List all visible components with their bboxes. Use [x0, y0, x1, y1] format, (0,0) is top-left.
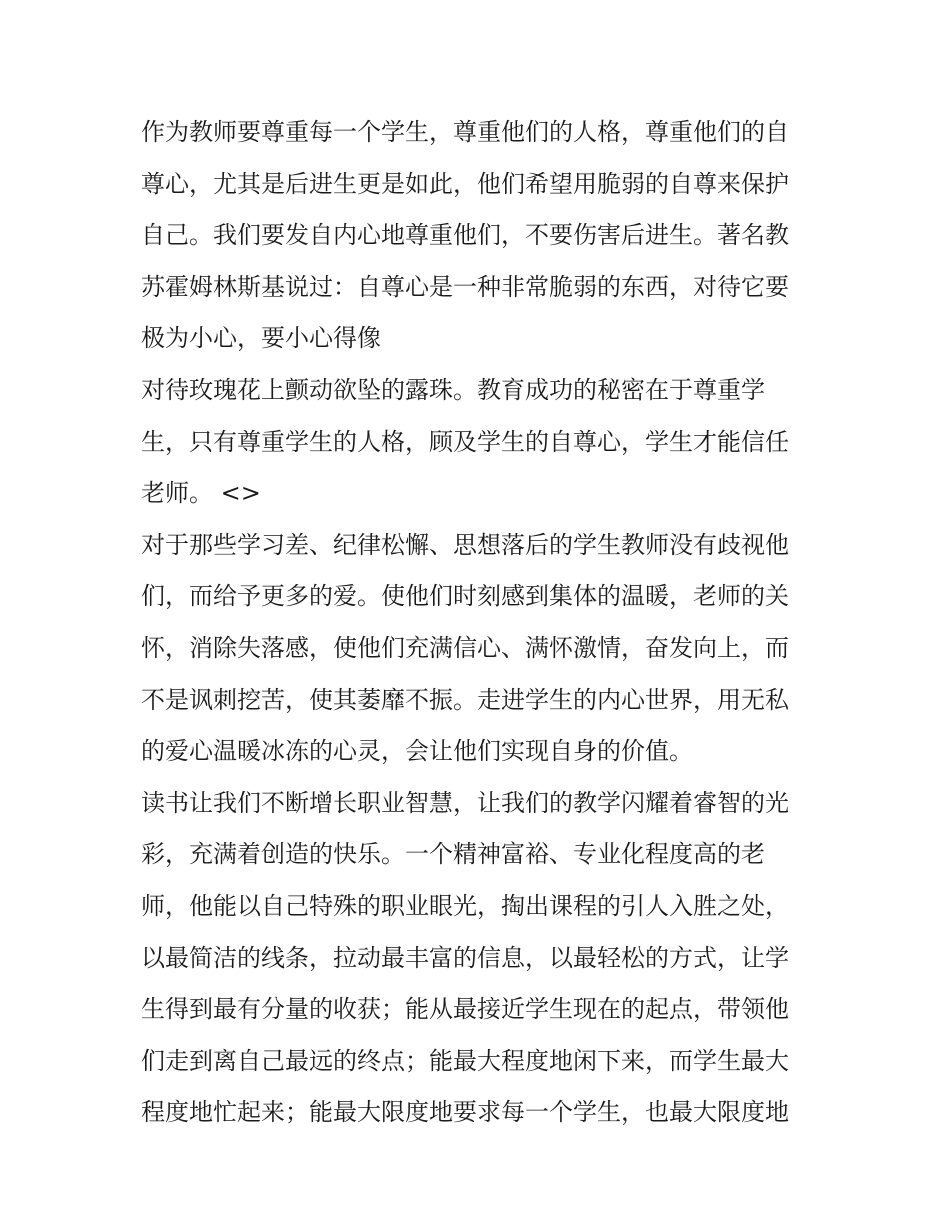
text-line: 师，他能以自己特殊的职业眼光，掏出课程的引人入胜之处， [141, 891, 789, 920]
text-line: 对于那些学习差、纪律松懈、思想落后的学生教师没有歧视他 [141, 530, 789, 559]
paragraph-reading [141, 778, 813, 1139]
paragraph-respect [141, 107, 813, 365]
paragraph-care [141, 520, 813, 778]
text-line: 的爱心温暖冰冻的心灵，会让他们实现自身的价值。 [141, 737, 693, 766]
text-line: 苏霍姆林斯基说过：自尊心是一种非常脆弱的东西，对待它要 [141, 272, 789, 301]
text-line: 极为小心，要小心得像 [141, 324, 381, 353]
text-line: 老师。 <> [141, 479, 261, 508]
paragraph-dewdrop [141, 365, 813, 520]
text-line: 自己。我们要发自内心地尊重他们，不要伤害后进生。著名教 [141, 221, 789, 250]
text-line: 作为教师要尊重每一个学生，尊重他们的人格，尊重他们的自 [141, 118, 789, 146]
text-line: 对待玫瑰花上颤动欲坠的露珠。教育成功的秘密在于尊重学 [141, 375, 765, 404]
text-line: 们走到离自己最远的终点；能最大程度地闲下来，而学生最大 [141, 1046, 789, 1075]
text-line: 怀，消除失落感，使他们充满信心、满怀激情，奋发向上，而 [141, 633, 789, 662]
text-line: 读书让我们不断增长职业智慧，让我们的教学闪耀着睿智的光 [141, 788, 789, 817]
text-line: 彩，充满着创造的快乐。一个精神富裕、专业化程度高的老 [141, 840, 765, 869]
text-line: 以最简洁的线条，拉动最丰富的信息，以最轻松的方式，让学 [141, 943, 789, 972]
text-line: 尊心，尤其是后进生更是如此，他们希望用脆弱的自尊来保护 [141, 169, 789, 198]
text-line: 生得到最有分量的收获；能从最接近学生现在的起点，带领他 [141, 995, 789, 1024]
text-line: 们，而给予更多的爱。使他们时刻感到集体的温暖，老师的关 [141, 582, 789, 611]
text-line: 程度地忙起来；能最大限度地要求每一个学生，也最大限度地 [141, 1098, 789, 1127]
text-line: 不是讽刺挖苦，使其萎靡不振。走进学生的内心世界，用无私 [141, 685, 789, 714]
text-line: 生，只有尊重学生的人格，顾及学生的自尊心，学生才能信任 [141, 427, 789, 456]
document-body [141, 107, 813, 1139]
